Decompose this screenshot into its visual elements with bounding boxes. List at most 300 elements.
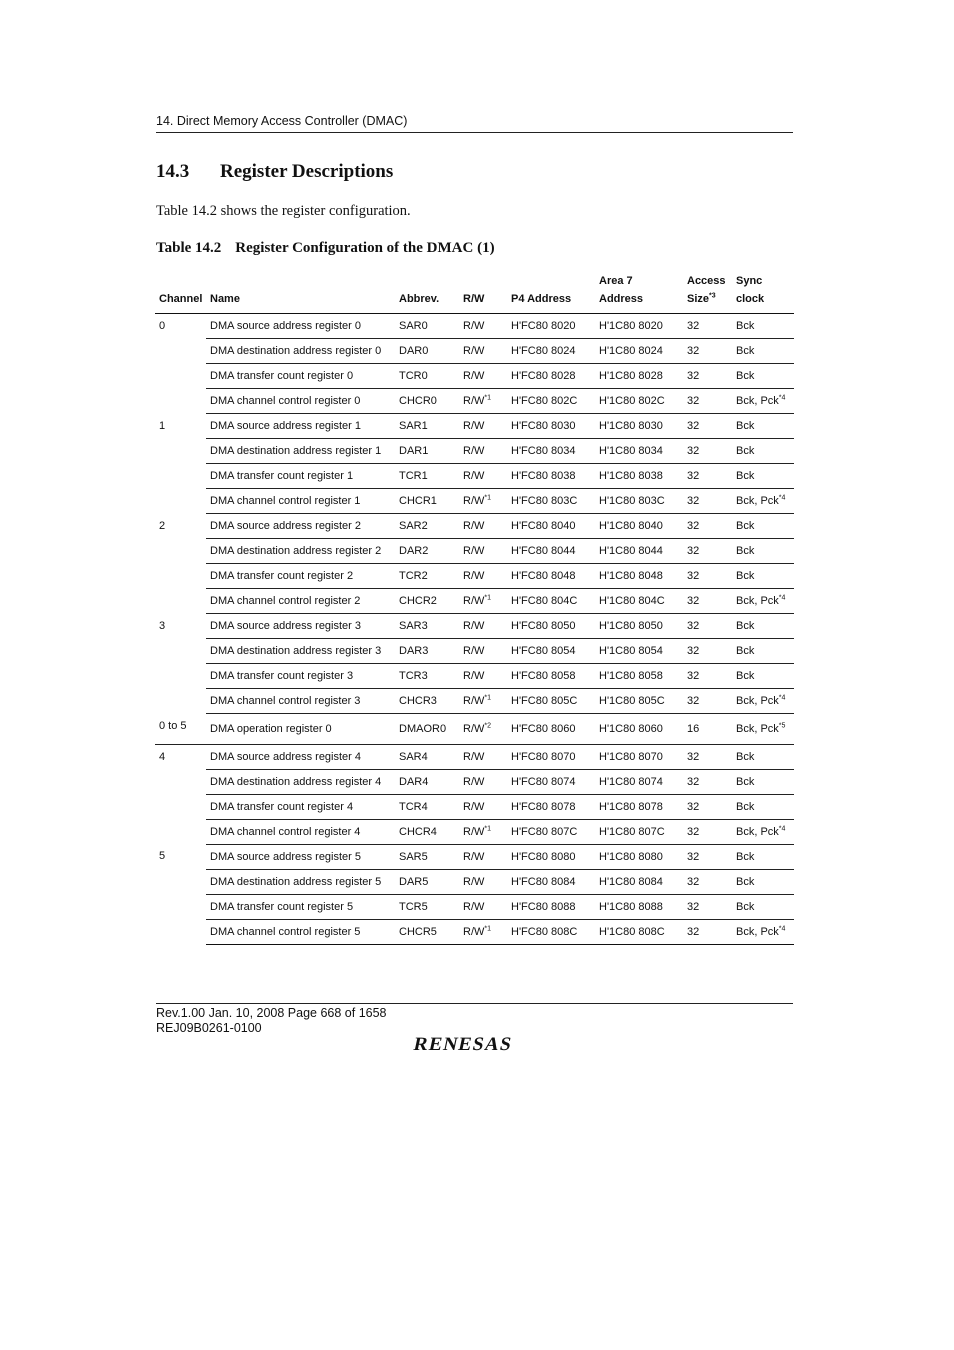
cell-name-text: DMA channel control register 3	[210, 695, 361, 707]
cell-access-size	[683, 564, 732, 589]
col-header-p4-address: P4 Address	[507, 272, 595, 314]
cell-p4-address-text: H'FC80 8028	[511, 370, 576, 382]
cell-abbrev-text: TCR0	[399, 370, 428, 382]
page-footer	[156, 1006, 387, 1036]
sync-line1: Sync	[736, 275, 763, 287]
cell-name-text: DMA destination address register 1	[210, 445, 382, 457]
cell-name	[206, 689, 395, 714]
cell-abbrev-text: TCR3	[399, 670, 428, 682]
cell-area7-address-text: H'1C80 807C	[599, 825, 665, 838]
cell-abbrev-text: TCR1	[399, 470, 428, 482]
cell-p4-address	[507, 364, 595, 389]
cell-name-text: DMA transfer count register 2	[210, 570, 354, 582]
cell-rw	[459, 339, 507, 364]
footnote-mark: *1	[484, 924, 492, 932]
cell-channel: 0	[159, 320, 166, 332]
cell-p4-address-text: H'FC80 8038	[511, 470, 576, 482]
cell-abbrev	[395, 464, 459, 489]
cell-rw-text: R/W	[463, 595, 485, 607]
cell-sync-clock	[732, 639, 794, 664]
cell-access-size	[683, 769, 732, 794]
cell-abbrev-text: TCR4	[399, 800, 428, 813]
cell-access-size-text: 32	[687, 595, 700, 607]
cell-area7-address	[595, 514, 683, 539]
table-row	[155, 819, 794, 844]
cell-p4-address	[507, 389, 595, 414]
cell-sync-clock	[732, 414, 794, 439]
cell-p4-address	[507, 314, 595, 339]
table-row	[155, 844, 794, 869]
cell-rw	[459, 689, 507, 714]
cell-access-size	[683, 689, 732, 714]
cell-sync-clock	[732, 664, 794, 689]
cell-p4-address-text: H'FC80 802C	[511, 395, 578, 407]
cell-p4-address	[507, 869, 595, 894]
cell-sync-clock-text: Bck	[736, 645, 755, 657]
cell-sync-clock-text: Bck	[736, 520, 755, 532]
cell-sync-clock-text: Bck	[736, 370, 755, 382]
cell-access-size-text: 32	[687, 520, 700, 532]
cell-p4-address-text: H'FC80 8048	[511, 570, 576, 582]
cell-sync-clock-text: Bck	[736, 470, 755, 482]
cell-area7-address	[595, 389, 683, 414]
cell-name-text: DMA channel control register 5	[210, 925, 361, 938]
cell-area7-address	[595, 539, 683, 564]
cell-rw	[459, 894, 507, 919]
register-table	[155, 272, 794, 945]
cell-p4-address-text: H'FC80 8060	[511, 722, 576, 735]
cell-name-text: DMA channel control register 1	[210, 495, 361, 507]
cell-sync-clock	[732, 489, 794, 514]
cell-rw	[459, 539, 507, 564]
cell-sync-clock-text: Bck	[736, 850, 755, 863]
cell-sync-clock	[732, 539, 794, 564]
cell-sync-clock	[732, 769, 794, 794]
cell-access-size	[683, 539, 732, 564]
footnote-mark: *1	[484, 594, 492, 602]
cell-access-size-text: 32	[687, 900, 700, 913]
cell-abbrev	[395, 589, 459, 614]
table-row	[155, 489, 794, 514]
cell-p4-address-text: H'FC80 807C	[511, 825, 578, 838]
col-header-channel: Channel	[155, 272, 206, 314]
cell-access-size	[683, 414, 732, 439]
cell-area7-address-text: H'1C80 8044	[599, 545, 663, 557]
cell-sync-clock	[732, 844, 794, 869]
cell-access-size-text: 32	[687, 345, 700, 357]
cell-access-size	[683, 514, 732, 539]
col-header-access-size	[683, 272, 732, 314]
cell-name	[206, 314, 395, 339]
cell-access-size	[683, 489, 732, 514]
cell-name-text: DMA channel control register 2	[210, 595, 361, 607]
cell-rw	[459, 414, 507, 439]
cell-sync-clock-text: Bck	[736, 345, 755, 357]
cell-rw-text: R/W	[463, 750, 485, 763]
cell-p4-address	[507, 714, 595, 745]
cell-abbrev	[395, 819, 459, 844]
cell-access-size	[683, 844, 732, 869]
cell-area7-address-text: H'1C80 8080	[599, 850, 663, 863]
cell-access-size-text: 32	[687, 370, 700, 382]
cell-area7-address-text: H'1C80 8088	[599, 900, 663, 913]
cell-abbrev	[395, 714, 459, 745]
cell-area7-address	[595, 614, 683, 639]
cell-p4-address	[507, 819, 595, 844]
cell-area7-address-text: H'1C80 805C	[599, 695, 665, 707]
cell-access-size-text: 32	[687, 395, 700, 407]
cell-abbrev	[395, 894, 459, 919]
cell-abbrev	[395, 564, 459, 589]
cell-name-text: DMA source address register 4	[210, 750, 362, 763]
cell-abbrev-text: SAR1	[399, 420, 428, 432]
cell-area7-address-text: H'1C80 8030	[599, 420, 663, 432]
cell-area7-address-text: H'1C80 802C	[599, 395, 665, 407]
cell-name-text: DMA transfer count register 5	[210, 900, 354, 913]
cell-access-size	[683, 894, 732, 919]
cell-area7-address	[595, 714, 683, 745]
cell-name	[206, 819, 395, 844]
table-row	[155, 664, 794, 689]
cell-name-text: DMA channel control register 4	[210, 825, 361, 838]
table-row	[155, 869, 794, 894]
cell-area7-address-text: H'1C80 803C	[599, 495, 665, 507]
cell-abbrev-text: CHCR2	[399, 595, 437, 607]
section-heading	[156, 161, 393, 183]
cell-name-text: DMA transfer count register 4	[210, 800, 354, 813]
footnote-mark: *4	[778, 824, 786, 832]
cell-access-size-text: 32	[687, 775, 700, 788]
cell-p4-address-text: H'FC80 8080	[511, 850, 576, 863]
table-row	[155, 364, 794, 389]
cell-name-text: DMA source address register 0	[210, 320, 362, 332]
cell-sync-clock-text: Bck	[736, 445, 755, 457]
table-row	[155, 589, 794, 614]
cell-rw	[459, 714, 507, 745]
cell-rw-text: R/W	[463, 445, 485, 457]
cell-sync-clock	[732, 919, 794, 944]
cell-name-text: DMA operation register 0	[210, 722, 332, 735]
cell-p4-address	[507, 414, 595, 439]
cell-sync-clock-text: Bck	[736, 420, 755, 432]
cell-p4-address	[507, 339, 595, 364]
cell-access-size	[683, 439, 732, 464]
cell-access-size-text: 32	[687, 645, 700, 657]
col-header-rw: R/W	[459, 272, 507, 314]
cell-rw-text: R/W	[463, 370, 485, 382]
cell-rw	[459, 919, 507, 944]
cell-name-text: DMA destination address register 0	[210, 345, 382, 357]
cell-area7-address	[595, 869, 683, 894]
cell-p4-address-text: H'FC80 8020	[511, 320, 576, 332]
cell-rw	[459, 614, 507, 639]
access-size-footnote: *3	[709, 292, 716, 300]
col-header-abbrev: Abbrev.	[395, 272, 459, 314]
cell-area7-address-text: H'1C80 8084	[599, 875, 663, 888]
cell-rw-text: R/W	[463, 520, 485, 532]
cell-p4-address-text: H'FC80 805C	[511, 695, 578, 707]
cell-sync-clock	[732, 894, 794, 919]
cell-rw-text: R/W	[463, 875, 485, 888]
cell-name	[206, 589, 395, 614]
cell-p4-address-text: H'FC80 808C	[511, 925, 578, 938]
cell-area7-address-text: H'1C80 8070	[599, 750, 663, 763]
cell-area7-address	[595, 894, 683, 919]
cell-abbrev	[395, 689, 459, 714]
cell-rw-text: R/W	[463, 850, 485, 863]
footnote-mark: *1	[484, 824, 492, 832]
cell-area7-address-text: H'1C80 8024	[599, 345, 663, 357]
cell-sync-clock-text: Bck	[736, 900, 755, 913]
cell-area7-address	[595, 689, 683, 714]
cell-rw	[459, 439, 507, 464]
table-row	[155, 744, 794, 769]
cell-access-size	[683, 614, 732, 639]
cell-channel: 4	[159, 750, 166, 763]
cell-sync-clock-text: Bck, Pck	[736, 495, 779, 507]
footnote-mark: *1	[484, 394, 492, 402]
cell-name	[206, 869, 395, 894]
cell-rw-text: R/W	[463, 722, 485, 735]
cell-access-size-text: 32	[687, 825, 700, 838]
cell-abbrev-text: SAR3	[399, 620, 428, 632]
cell-rw	[459, 639, 507, 664]
cell-area7-address-text: H'1C80 8060	[599, 722, 663, 735]
cell-abbrev	[395, 639, 459, 664]
cell-abbrev-text: SAR4	[399, 750, 428, 763]
cell-rw-text: R/W	[463, 775, 485, 788]
cell-p4-address-text: H'FC80 8044	[511, 545, 576, 557]
cell-rw	[459, 564, 507, 589]
cell-rw	[459, 844, 507, 869]
cell-abbrev-text: DMAOR0	[399, 722, 447, 735]
cell-area7-address	[595, 564, 683, 589]
cell-name	[206, 744, 395, 769]
cell-access-size-text: 32	[687, 545, 700, 557]
cell-name	[206, 894, 395, 919]
cell-name	[206, 769, 395, 794]
cell-access-size	[683, 819, 732, 844]
cell-sync-clock	[732, 689, 794, 714]
cell-abbrev	[395, 539, 459, 564]
cell-area7-address-text: H'1C80 8028	[599, 370, 663, 382]
cell-area7-address	[595, 589, 683, 614]
access-line1: Access	[687, 275, 726, 287]
cell-rw-text: R/W	[463, 420, 485, 432]
cell-sync-clock	[732, 389, 794, 414]
cell-abbrev-text: SAR2	[399, 520, 428, 532]
cell-rw	[459, 389, 507, 414]
cell-abbrev-text: CHCR5	[399, 925, 437, 938]
footnote-mark: *4	[778, 494, 786, 502]
cell-name	[206, 614, 395, 639]
cell-access-size-text: 32	[687, 620, 700, 632]
cell-abbrev-text: TCR2	[399, 570, 428, 582]
cell-rw-text: R/W	[463, 925, 485, 938]
cell-rw-text: R/W	[463, 395, 485, 407]
cell-name	[206, 414, 395, 439]
cell-abbrev-text: DAR1	[399, 445, 429, 457]
footnote-mark: *1	[484, 494, 492, 502]
cell-area7-address	[595, 639, 683, 664]
cell-sync-clock	[732, 714, 794, 745]
cell-area7-address-text: H'1C80 8048	[599, 570, 663, 582]
cell-name	[206, 664, 395, 689]
cell-sync-clock	[732, 589, 794, 614]
footnote-mark: *4	[778, 694, 786, 702]
cell-area7-address	[595, 364, 683, 389]
cell-access-size	[683, 314, 732, 339]
cell-abbrev	[395, 744, 459, 769]
cell-abbrev	[395, 489, 459, 514]
cell-area7-address-text: H'1C80 8078	[599, 800, 663, 813]
table-row	[155, 514, 794, 539]
cell-area7-address	[595, 844, 683, 869]
cell-access-size-text: 32	[687, 925, 700, 938]
cell-area7-address	[595, 489, 683, 514]
cell-abbrev	[395, 314, 459, 339]
cell-rw-text: R/W	[463, 545, 485, 557]
cell-name	[206, 564, 395, 589]
cell-sync-clock	[732, 744, 794, 769]
intro-paragraph: Table 14.2 shows the register configuration.	[156, 203, 411, 219]
table-row	[155, 794, 794, 819]
cell-sync-clock-text: Bck	[736, 750, 755, 763]
table-row	[155, 894, 794, 919]
cell-access-size-text: 16	[687, 722, 700, 735]
cell-access-size	[683, 389, 732, 414]
cell-p4-address-text: H'FC80 8030	[511, 420, 576, 432]
cell-rw	[459, 364, 507, 389]
cell-p4-address	[507, 664, 595, 689]
footer-revision: Rev.1.00 Jan. 10, 2008 Page 668 of 1658	[156, 1006, 387, 1020]
footnote-mark: *2	[484, 722, 492, 730]
cell-abbrev	[395, 414, 459, 439]
cell-name-text: DMA transfer count register 0	[210, 370, 354, 382]
table-row	[155, 339, 794, 364]
table-row	[155, 439, 794, 464]
area7-line2: Address	[599, 293, 644, 305]
cell-abbrev-text: SAR0	[399, 320, 428, 332]
cell-name-text: DMA source address register 5	[210, 850, 362, 863]
cell-rw	[459, 794, 507, 819]
table-row	[155, 714, 794, 745]
cell-abbrev-text: DAR3	[399, 645, 429, 657]
cell-access-size-text: 32	[687, 875, 700, 888]
cell-abbrev-text: DAR4	[399, 775, 429, 788]
cell-p4-address-text: H'FC80 8084	[511, 875, 576, 888]
cell-p4-address	[507, 614, 595, 639]
table-caption	[156, 240, 495, 257]
cell-sync-clock	[732, 339, 794, 364]
cell-channel: 5	[159, 850, 166, 862]
cell-rw	[459, 869, 507, 894]
cell-area7-address	[595, 339, 683, 364]
cell-access-size-text: 32	[687, 570, 700, 582]
footnote-mark: *4	[778, 594, 786, 602]
cell-area7-address	[595, 744, 683, 769]
cell-p4-address	[507, 514, 595, 539]
cell-abbrev	[395, 844, 459, 869]
cell-access-size-text: 32	[687, 850, 700, 863]
col-header-sync-clock	[732, 272, 794, 314]
cell-p4-address-text: H'FC80 8054	[511, 645, 576, 657]
cell-p4-address	[507, 689, 595, 714]
cell-access-size-text: 32	[687, 670, 700, 682]
cell-abbrev	[395, 919, 459, 944]
cell-abbrev	[395, 514, 459, 539]
cell-name	[206, 844, 395, 869]
cell-name	[206, 539, 395, 564]
cell-abbrev-text: DAR2	[399, 545, 429, 557]
cell-rw-text: R/W	[463, 645, 485, 657]
cell-name-text: DMA source address register 1	[210, 420, 362, 432]
cell-abbrev	[395, 339, 459, 364]
cell-area7-address-text: H'1C80 8040	[599, 520, 663, 532]
cell-area7-address	[595, 414, 683, 439]
cell-area7-address-text: H'1C80 804C	[599, 595, 665, 607]
cell-name	[206, 919, 395, 944]
cell-access-size-text: 32	[687, 695, 700, 707]
cell-area7-address	[595, 439, 683, 464]
cell-access-size-text: 32	[687, 800, 700, 813]
cell-rw	[459, 744, 507, 769]
cell-sync-clock-text: Bck, Pck	[736, 595, 779, 607]
cell-access-size	[683, 744, 732, 769]
cell-p4-address	[507, 539, 595, 564]
cell-p4-address-text: H'FC80 8078	[511, 800, 576, 813]
cell-sync-clock-text: Bck	[736, 670, 755, 682]
cell-p4-address	[507, 489, 595, 514]
cell-abbrev-text: CHCR4	[399, 825, 437, 838]
cell-area7-address-text: H'1C80 8050	[599, 620, 663, 632]
cell-abbrev-text: CHCR0	[399, 395, 437, 407]
cell-sync-clock-text: Bck, Pck	[736, 925, 779, 938]
table-row	[155, 919, 794, 944]
cell-rw	[459, 514, 507, 539]
cell-p4-address-text: H'FC80 8034	[511, 445, 576, 457]
cell-access-size-text: 32	[687, 495, 700, 507]
cell-sync-clock	[732, 439, 794, 464]
col-header-name: Name	[206, 272, 395, 314]
cell-abbrev	[395, 869, 459, 894]
cell-rw	[459, 664, 507, 689]
cell-access-size	[683, 589, 732, 614]
cell-name	[206, 464, 395, 489]
cell-access-size	[683, 364, 732, 389]
cell-area7-address-text: H'1C80 8034	[599, 445, 663, 457]
cell-p4-address-text: H'FC80 8058	[511, 670, 576, 682]
cell-rw-text: R/W	[463, 800, 485, 813]
table-row	[155, 614, 794, 639]
cell-rw-text: R/W	[463, 470, 485, 482]
cell-channel: 1	[159, 419, 166, 432]
cell-area7-address-text: H'1C80 808C	[599, 925, 665, 938]
cell-rw-text: R/W	[463, 345, 485, 357]
cell-rw-text: R/W	[463, 695, 485, 707]
cell-p4-address-text: H'FC80 8074	[511, 775, 576, 788]
cell-rw-text: R/W	[463, 670, 485, 682]
cell-rw	[459, 589, 507, 614]
footnote-mark: *4	[778, 394, 786, 402]
cell-p4-address	[507, 464, 595, 489]
cell-abbrev	[395, 769, 459, 794]
cell-access-size	[683, 794, 732, 819]
cell-p4-address	[507, 639, 595, 664]
cell-area7-address	[595, 664, 683, 689]
cell-sync-clock-text: Bck, Pck	[736, 825, 779, 838]
cell-name	[206, 639, 395, 664]
